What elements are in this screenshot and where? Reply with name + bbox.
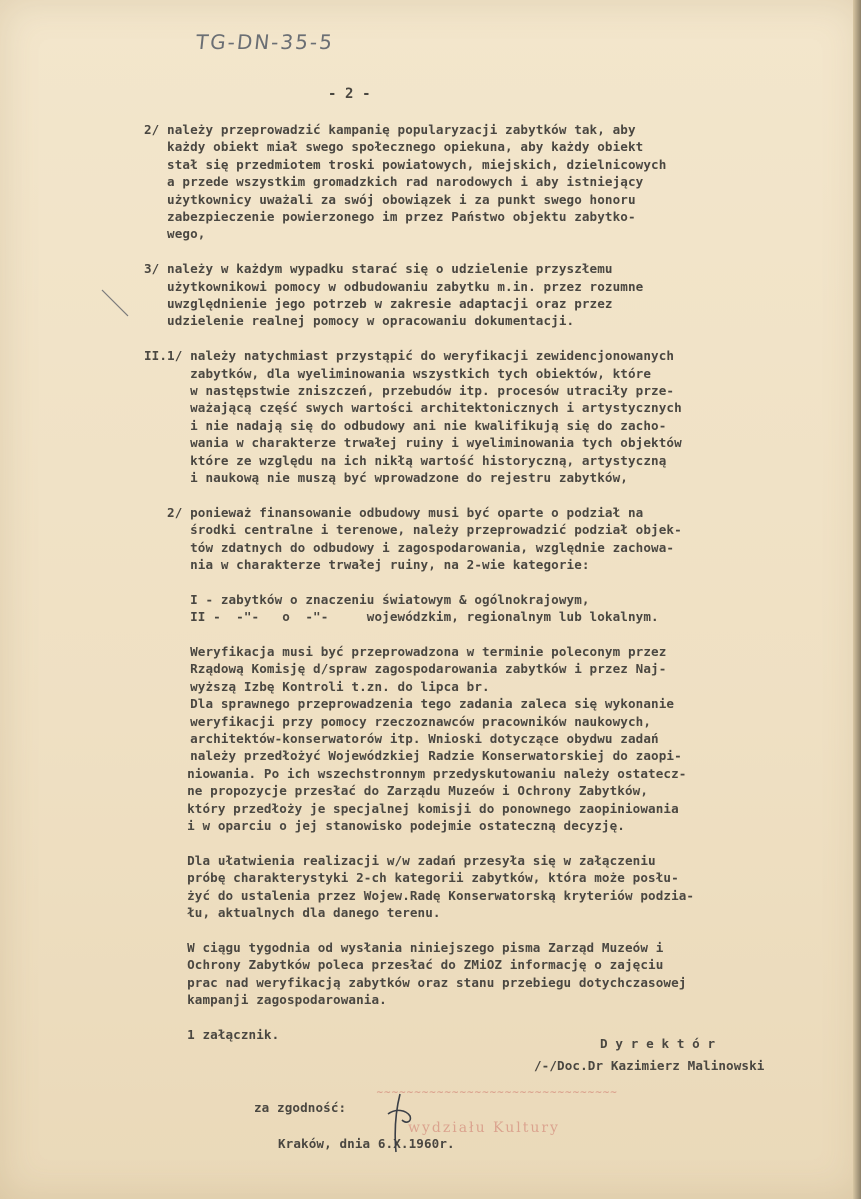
body-line: uwzględnienie jego potrzeb w zakresie adaptacji oraz przez <box>144 296 613 311</box>
stamp-text: wydziału Kultury <box>408 1120 560 1136</box>
body-line: Dla ułatwienia realizacji w/w zadań przesyła się w załączeniu <box>141 852 656 868</box>
body-line: 1 załącznik. <box>141 1026 280 1042</box>
body-line: II - -"- o -"- wojewódzkim, regionalnym lub lokalnym. <box>144 609 659 625</box>
signature-name: /-/Doc.Dr Kazimierz Malinowski <box>534 1058 765 1073</box>
body-line: i w oparciu o jej stanowisko podejmie ostateczną decyzję. <box>141 818 625 833</box>
body-line: próbę charakterystyki 2-ch kategorii zabytków, która może posłu- <box>141 870 679 886</box>
page-number: - 2 - <box>328 86 371 102</box>
body-line: wania w charakterze trwałej ruiny i wyeliminowania tych objektów <box>144 435 682 451</box>
body-line: środki centralne i terenowe, należy przeprowadzić podział objek- <box>144 522 682 538</box>
page-edge-shadow <box>853 0 861 1199</box>
body-line: niowania. Po ich wszechstronnym przedyskutowaniu należy ostatecz- <box>141 765 687 781</box>
body-line: żyć do ustalenia przez Wojew.Radę Konserwatorską kryteriów podzia- <box>141 887 695 903</box>
body-line: II.1/ należy natychmiast przystąpić do weryfikacji zewidencjonowanych <box>144 348 675 364</box>
body-line: prac nad weryfikacją zabytków oraz stanu przebiegu dotychczasowej <box>141 974 687 990</box>
body-line: a przede wszystkim gromadzkich rad narodowych i aby istniejący <box>144 174 644 190</box>
body-line: zabezpieczenie powierzonego im przez Państwo objektu zabytko- <box>144 209 636 224</box>
handwritten-initial <box>382 1090 416 1156</box>
body-line: które ze względu na ich nikłą wartość historyczną, artystyczną <box>144 452 667 468</box>
archive-reference: TG-DN-35-5 <box>194 30 336 54</box>
signature-block <box>534 1036 765 1096</box>
body-line: łu, aktualnych dla danego terenu. <box>141 905 441 920</box>
certification-label: za zgodność: <box>254 1100 347 1115</box>
body-line: W ciągu tygodnia od wysłania niniejszego pisma Zarząd Muzeów i <box>141 939 664 955</box>
body-line: ważającą część swych wartości architektonicznych i artystycznych <box>144 400 682 416</box>
body-line: 2/ ponieważ finansowanie odbudowy musi być oparte o podział na <box>144 504 644 520</box>
body-line: zabytków, dla wyeliminowania wszystkich tych obiektów, które <box>144 365 652 381</box>
body-line: użytkownikowi pomocy w odbudowaniu zabytku m.in. przez rozumne <box>144 278 644 294</box>
body-line: I - zabytków o znaczeniu światowym & ogólnokrajowym, <box>144 591 590 607</box>
body-line: tów zdatnych do odbudowy i zagospodarowania, względnie zachowa- <box>144 539 675 555</box>
body-line: 2/ należy przeprowadzić kampanię popularyzacji zabytków tak, aby <box>144 122 636 137</box>
body-line: 3/ należy w każdym wypadku starać się o udzielenie przyszłemu <box>144 261 613 277</box>
body-line: każdy obiekt miał swego społecznego opiekuna, aby każdy obiekt <box>144 139 644 155</box>
body-line: należy przedłożyć Wojewódzkiej Radzie Konserwatorskiej do zaopi- <box>144 748 682 764</box>
body-line: użytkownicy uważali za swój obowiązek i za punkt swego honoru <box>144 191 636 207</box>
place-date: Kraków, dnia 6.X.1960r. <box>278 1136 455 1151</box>
body-line: Ochrony Zabytków poleca przesłać do ZMiOZ informację o zajęciu <box>141 957 664 973</box>
body-line: Dla sprawnego przeprowadzenia tego zadania zaleca się wykonanie <box>144 696 675 712</box>
body-line: Rządową Komisję d/spraw zagospodarowania zabytków i przez Naj- <box>144 661 667 677</box>
body-line: który przedłoży je specjalnej komisji do ponownego zaopiniowania <box>141 800 679 816</box>
pencil-tick-mark <box>98 286 138 326</box>
body-line: udzielenie realnej pomocy w opracowaniu dokumentacji. <box>144 313 575 329</box>
body-line: Weryfikacja musi być przeprowadzona w terminie poleconym przez <box>144 644 667 659</box>
body-line: architektów-konserwatorów itp. Wnioski dotyczące obydwu zadań <box>144 731 659 746</box>
signature-title: D y r e k t ó r <box>600 1036 716 1051</box>
body-line: wyższą Izbę Kontroli t.zn. do lipca br. <box>144 678 490 694</box>
body-line: wego, <box>144 226 206 242</box>
body-line: nia w charakterze trwałej ruiny, na 2-wie kategorie: <box>144 557 590 572</box>
body-line: kampanji zagospodarowania. <box>141 992 387 1007</box>
body-line: w następstwie zniszczeń, przebudów itp. procesów utraciły prze- <box>144 383 675 398</box>
stamp-header-illegible: ~~~~~~~~~~~~~~~~~~~~~~~~~~~~~~~~ <box>376 1088 618 1098</box>
body-line: i naukową nie muszą być wprowadzone do rejestru zabytków, <box>144 470 628 485</box>
body-line: weryfikacji przy pomocy rzeczoznawców pracowników naukowych, <box>144 713 652 729</box>
body-line: stał się przedmiotem troski powiatowych, miejskich, dzielnicowych <box>144 156 667 172</box>
body-line: ne propozycje przesłać do Zarządu Muzeów i Ochrony Zabytków, <box>141 783 649 799</box>
body-line: i nie nadają się do odbudowy ani nie kwalifikują się do zacho- <box>144 417 667 433</box>
